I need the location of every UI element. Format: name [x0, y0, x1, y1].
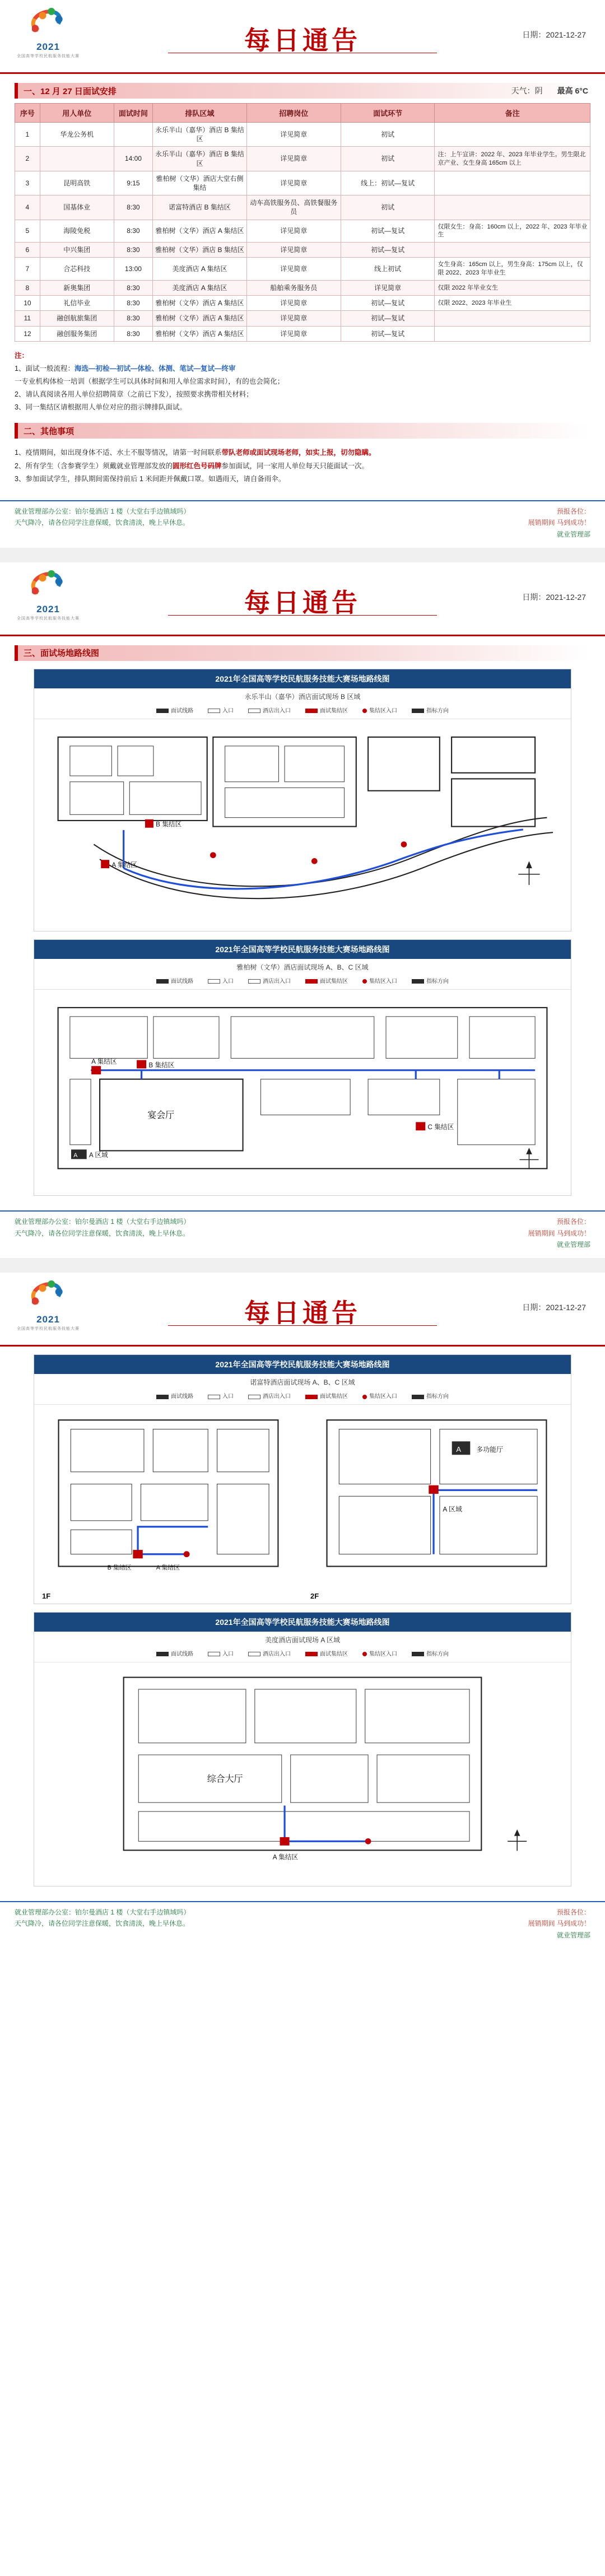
col-unit: 用人单位 [40, 104, 114, 123]
cell-index: 11 [15, 311, 40, 326]
temperature-label: 最高 6°C [557, 86, 588, 95]
footer-wish-title: 预报各位： [556, 1218, 590, 1226]
floor-label-1f: 1F [42, 1591, 51, 1600]
other-items-block [15, 446, 590, 485]
legend-door: 入口 [208, 1649, 234, 1657]
legend-zone-entrance: 集结区入口 [362, 706, 397, 714]
map-card-yongle [34, 669, 571, 931]
svg-text:A 集结区: A 集结区 [91, 1058, 117, 1065]
page-3 [0, 1273, 605, 1949]
legend-door: 入口 [208, 976, 234, 985]
cell-post: 动车高铁服务员、高铁餐服务员 [246, 195, 341, 220]
legend-hotel-entrance: 酒店出入口 [248, 706, 291, 714]
cell-post: 船舶乘务服务员 [246, 281, 341, 296]
footer-office-line: 就业管理部办公室：铂尔曼酒店 1 楼（大堂右手边镇域吗） [15, 507, 190, 515]
cell-unit: 融创航旅集团 [40, 311, 114, 326]
header-date: 日期：2021-12-27 [522, 1303, 586, 1312]
map-title: 2021年全国高等学校民航服务技能大赛场地路线图 [34, 940, 571, 959]
notes-title: 注： [15, 351, 29, 360]
other-line-2-tail: 参加面试，同一家用人单位每天只能面试一次。 [221, 462, 369, 470]
page-footer [0, 1901, 605, 1949]
map-card-meidu [34, 1612, 571, 1886]
note-2: 2、请认真阅读各用人单位招聘简章（之前已下发），按照要求携带相关材料； [15, 390, 253, 399]
cell-index: 10 [15, 296, 40, 311]
map-title: 2021年全国高等学校民航服务技能大赛场地路线图 [34, 1613, 571, 1632]
legend-door: 入口 [208, 706, 234, 714]
cell-post: 详见简章 [246, 123, 341, 147]
legend-direction: 指标方向 [412, 706, 449, 714]
masthead-rule [168, 1325, 437, 1326]
page-1 [0, 0, 605, 548]
floorplan-svg [34, 1662, 571, 1877]
floorplan-yongle [34, 719, 571, 922]
svg-text:A 集结区: A 集结区 [156, 1564, 180, 1572]
footer-wish-line: 展销期间 马到成功！ [528, 519, 590, 527]
legend-hotel-entrance: 酒店出入口 [248, 1391, 291, 1400]
svg-text:A: A [73, 1152, 78, 1159]
floorplan-svg [34, 719, 571, 922]
svg-text:B 集结区: B 集结区 [107, 1564, 132, 1572]
page-header [0, 1273, 605, 1347]
footer-office-line: 就业管理部办公室：铂尔曼酒店 1 楼（大堂右手边镇域吗） [15, 1908, 190, 1917]
map-title: 2021年全国高等学校民航服务技能大赛场地路线图 [34, 669, 571, 688]
table-row [15, 220, 590, 243]
header-date: 日期：2021-12-27 [522, 30, 586, 39]
cell-remark [435, 123, 590, 147]
col-post: 招聘岗位 [246, 104, 341, 123]
table-row [15, 311, 590, 326]
cell-remark [435, 326, 590, 341]
map-footnote [34, 922, 571, 931]
cell-zone: 永乐半山（嘉华）酒店 B 集结区 [153, 123, 247, 147]
cell-index: 8 [15, 281, 40, 296]
col-step: 面试环节 [341, 104, 435, 123]
cell-step: 线上：初试—复试 [341, 171, 435, 195]
map-card-yabo [34, 939, 571, 1196]
note-1-suffix: 一专业机构体检一培训（根据学生可以具体时间和用人单位需求时间），有的也会简化； [15, 378, 285, 386]
map-subtitle: 诺富特酒店面试现场 A、B、C 区域 [250, 1378, 355, 1387]
cell-step: 初试—复试 [341, 296, 435, 311]
cell-index: 3 [15, 171, 40, 195]
page-title: 每日通告 [244, 26, 361, 55]
cell-index: 5 [15, 220, 40, 243]
interview-schedule-table [15, 103, 590, 342]
logo-year: 2021 [36, 41, 60, 52]
footer-care-line: 天气降冷，请各位同学注意保暖，饮食清淡，晚上早休息。 [15, 1229, 190, 1237]
page-title: 每日通告 [244, 1299, 361, 1328]
notes-block [15, 350, 590, 414]
map-legend [34, 973, 571, 990]
floorplan-yabo [34, 990, 571, 1186]
map-legend [34, 1646, 571, 1662]
cell-remark: 仅限 2022、2023 年毕业生 [435, 296, 590, 311]
cell-step: 初试—复试 [341, 311, 435, 326]
footer-care-line: 天气降冷，请各位同学注意保暖，饮食清淡，晚上早休息。 [15, 519, 190, 527]
cell-zone: 雅柏树（文华）酒店 A 集结区 [153, 311, 247, 326]
floorplan-meidu [34, 1662, 571, 1877]
cell-time: 14:00 [114, 147, 152, 171]
cell-time: 8:30 [114, 296, 152, 311]
cell-zone: 雅柏树（文华）酒店大堂右侧集结 [153, 171, 247, 195]
legend-direction: 指标方向 [412, 1649, 449, 1657]
floorplan-2f [302, 1405, 571, 1604]
cell-time: 9:15 [114, 171, 152, 195]
cell-remark: 女生身高：165cm 以上，男生身高：175cm 以上，仅限 2022、2023 年毕业生 [435, 258, 590, 281]
cell-time: 8:30 [114, 281, 152, 296]
cell-step: 初试 [341, 195, 435, 220]
svg-text:A: A [456, 1445, 462, 1454]
cell-zone: 美度酒店 A 集结区 [153, 258, 247, 281]
note-3: 3、同一集结区请根据用人单位对应的指示牌排队面试。 [15, 403, 187, 412]
cell-post: 详见简章 [246, 147, 341, 171]
weather-info [511, 83, 590, 99]
table-row [15, 326, 590, 341]
cell-index: 1 [15, 123, 40, 147]
page-header [0, 562, 605, 636]
cell-zone: 雅柏树（文华）酒店 A 集结区 [153, 326, 247, 341]
table-row [15, 195, 590, 220]
cell-index: 6 [15, 243, 40, 258]
legend-zone-entrance: 集结区入口 [362, 1649, 397, 1657]
table-row [15, 147, 590, 171]
cell-post: 详见简章 [246, 243, 341, 258]
logo-year: 2021 [36, 1314, 60, 1325]
cell-remark [435, 195, 590, 220]
cell-step: 初试—复试 [341, 220, 435, 243]
cell-zone: 雅柏树（文华）酒店 A 集结区 [153, 296, 247, 311]
cell-post: 详见简章 [246, 296, 341, 311]
legend-zone-entrance: 集结区入口 [362, 1391, 397, 1400]
page-footer [0, 500, 605, 548]
footer-dept: 就业管理部 [556, 1931, 590, 1939]
note-1-prefix: 1、面试一般流程： [15, 364, 75, 372]
section-interview-schedule [15, 83, 590, 99]
cell-remark: 仅限女生：身高：160cm 以上，2022 年、2023 年毕业生 [435, 220, 590, 243]
cell-index: 7 [15, 258, 40, 281]
map-legend [34, 1388, 571, 1405]
cell-post: 详见简章 [246, 311, 341, 326]
section-other-items [15, 423, 590, 439]
floorplan-svg-2f [302, 1405, 571, 1588]
page-title: 每日通告 [244, 588, 361, 617]
cell-index: 4 [15, 195, 40, 220]
svg-text:A 区域: A 区域 [89, 1151, 108, 1159]
masthead-rule [168, 615, 437, 616]
legend-hotel-entrance: 酒店出入口 [248, 976, 291, 985]
cell-unit: 合芯科技 [40, 258, 114, 281]
cell-unit: 新奥集团 [40, 281, 114, 296]
cell-step: 详见简章 [341, 281, 435, 296]
cell-unit: 海陵免税 [40, 220, 114, 243]
cell-zone: 雅柏树（文华）酒店 A 集结区 [153, 220, 247, 243]
cell-time: 8:30 [114, 326, 152, 341]
other-line-2: 2、所有学生（含参赛学生）须戴就业管理部发放的 [15, 462, 173, 470]
floorplan-1f [34, 1405, 302, 1604]
map-subtitle: 美度酒店面试现场 A 区域 [264, 1636, 340, 1644]
cell-step: 初试—复试 [341, 243, 435, 258]
logo-year: 2021 [36, 603, 60, 614]
cell-post: 详见简章 [246, 258, 341, 281]
cell-step: 初试—复试 [341, 326, 435, 341]
map-title: 2021年全国高等学校民航服务技能大赛场地路线图 [34, 1355, 571, 1374]
other-line-3: 3、参加面试学生，排队期间需保持前后 1 米间距并佩戴口罩。如遇雨天，请自备雨伞。 [15, 474, 286, 483]
page-separator [0, 548, 605, 562]
cell-index: 12 [15, 326, 40, 341]
cell-unit: 融创服务集团 [40, 326, 114, 341]
page-footer [0, 1210, 605, 1258]
section-title-other: 二、其他事项 [24, 426, 75, 436]
cell-unit: 礼信毕业 [40, 296, 114, 311]
cell-post: 详见简章 [246, 220, 341, 243]
cell-unit: 昆明高铁 [40, 171, 114, 195]
cell-post: 详见简章 [246, 326, 341, 341]
cell-step: 线上初试 [341, 258, 435, 281]
table-row [15, 123, 590, 147]
cell-step: 初试 [341, 147, 435, 171]
footer-care-line: 天气降冷，请各位同学注意保暖，饮食清淡，晚上早休息。 [15, 1920, 190, 1928]
svg-text:A 区域: A 区域 [443, 1505, 462, 1513]
footer-wish-title: 预报各位： [556, 1908, 590, 1917]
legend-hotel-entrance: 酒店出入口 [248, 1649, 291, 1657]
cell-time: 8:30 [114, 243, 152, 258]
floorplan-svg-1f [34, 1405, 302, 1588]
svg-text:C 集结区: C 集结区 [427, 1123, 454, 1131]
map-subtitle: 永乐半山（嘉华）酒店面试现场 B 区域 [244, 692, 361, 701]
map-subtitle: 雅柏树（文华）酒店面试现场 A、B、C 区域 [236, 963, 369, 971]
floorplan-novotel-pair [34, 1405, 571, 1604]
cell-remark [435, 171, 590, 195]
footer-wish-title: 预报各位： [556, 507, 590, 515]
cell-time [114, 123, 152, 147]
map-footnote [34, 1186, 571, 1195]
cell-unit: 中兴集团 [40, 243, 114, 258]
table-row [15, 296, 590, 311]
other-line-1: 1、疫情期间，如出现身体不适、水土不服等情况，请第一时间联系 [15, 449, 222, 457]
table-row [15, 171, 590, 195]
svg-text:多功能厅: 多功能厅 [476, 1446, 504, 1454]
logo-subtitle: 全国高等学校民航服务技能大赛 [17, 54, 80, 58]
hall-label: 综合大厅 [207, 1774, 243, 1784]
hall-label: 宴会厅 [147, 1110, 175, 1120]
cell-zone: 永乐半山（嘉华）酒店 B 集结区 [153, 147, 247, 171]
legend-zone-entrance: 集结区入口 [362, 976, 397, 985]
legend-route: 面试线路 [156, 976, 193, 985]
svg-text:A 集结区: A 集结区 [111, 861, 137, 869]
table-header-row [15, 104, 590, 123]
cell-remark: 注：上午宣讲：2022 年、2023 年毕业学生。男生限北京产业、女生身高 165cm 以上 [435, 147, 590, 171]
svg-text:B 集结区: B 集结区 [148, 1061, 175, 1069]
cell-unit [40, 147, 114, 171]
page-2 [0, 562, 605, 1258]
legend-route: 面试线路 [156, 1649, 193, 1657]
cell-remark [435, 311, 590, 326]
other-line-2-emph: 圆形红色号码牌 [172, 462, 222, 470]
svg-text:B 集结区: B 集结区 [156, 821, 182, 828]
legend-assembly-zone: 面试集结区 [305, 1391, 348, 1400]
legend-direction: 指标方向 [412, 1391, 449, 1400]
col-index: 序号 [15, 104, 40, 123]
floorplan-svg [34, 990, 571, 1186]
cell-time: 8:30 [114, 195, 152, 220]
col-remark: 备注 [435, 104, 590, 123]
col-time: 面试时间 [114, 104, 152, 123]
col-zone: 排队区域 [153, 104, 247, 123]
legend-route: 面试线路 [156, 1391, 193, 1400]
section-title: 一、12 月 27 日面试安排 [24, 86, 117, 96]
legend-direction: 指标方向 [412, 976, 449, 985]
cell-unit: 国基体业 [40, 195, 114, 220]
legend-door: 入口 [208, 1391, 234, 1400]
table-row [15, 258, 590, 281]
logo-subtitle: 全国高等学校民航服务技能大赛 [17, 616, 80, 621]
cell-zone: 雅柏树（文华）酒店 B 集结区 [153, 243, 247, 258]
cell-time: 8:30 [114, 220, 152, 243]
cell-remark [435, 243, 590, 258]
legend-assembly-zone: 面试集结区 [305, 1649, 348, 1657]
cell-time: 8:30 [114, 311, 152, 326]
footer-wish-line: 展销期间 马到成功！ [528, 1229, 590, 1237]
map-card-novotel [34, 1354, 571, 1604]
legend-assembly-zone: 面试集结区 [305, 706, 348, 714]
footer-dept: 就业管理部 [556, 530, 590, 538]
section-venue-maps [15, 645, 590, 661]
cell-post: 详见简章 [246, 171, 341, 195]
cell-remark: 仅限 2022 年毕业女生 [435, 281, 590, 296]
footer-dept: 就业管理部 [556, 1240, 590, 1249]
legend-assembly-zone: 面试集结区 [305, 976, 348, 985]
logo-subtitle: 全国高等学校民航服务技能大赛 [17, 1327, 80, 1331]
section-title-maps: 三、面试场地路线图 [24, 649, 100, 659]
cell-zone: 美度酒店 A 集结区 [153, 281, 247, 296]
table-row [15, 243, 590, 258]
cell-time: 13:00 [114, 258, 152, 281]
footer-office-line: 就业管理部办公室：铂尔曼酒店 1 楼（大堂右手边镇域吗） [15, 1218, 190, 1226]
floor-label-2f: 2F [310, 1591, 319, 1600]
cell-index: 2 [15, 147, 40, 171]
weather-label: 天气：阴 [511, 86, 543, 95]
header-date: 日期：2021-12-27 [522, 592, 586, 602]
page-header [0, 0, 605, 74]
cell-zone: 诺富特酒店 B 集结区 [153, 195, 247, 220]
legend-route: 面试线路 [156, 706, 193, 714]
svg-text:A 集结区: A 集结区 [272, 1853, 299, 1861]
cell-unit: 华龙公务机 [40, 123, 114, 147]
footer-wish-line: 展销期间 马到成功！ [528, 1920, 590, 1928]
note-1-flow: 海选—初检—初试—体检、体测、笔试—复试—终审 [74, 364, 236, 372]
table-row [15, 281, 590, 296]
page-separator [0, 1258, 605, 1273]
map-legend [34, 702, 571, 719]
cell-step: 初试 [341, 123, 435, 147]
other-line-1-emph: 带队老师或面试现场老师，如实上报，切勿隐瞒。 [221, 449, 376, 457]
map-footnote [34, 1877, 571, 1886]
